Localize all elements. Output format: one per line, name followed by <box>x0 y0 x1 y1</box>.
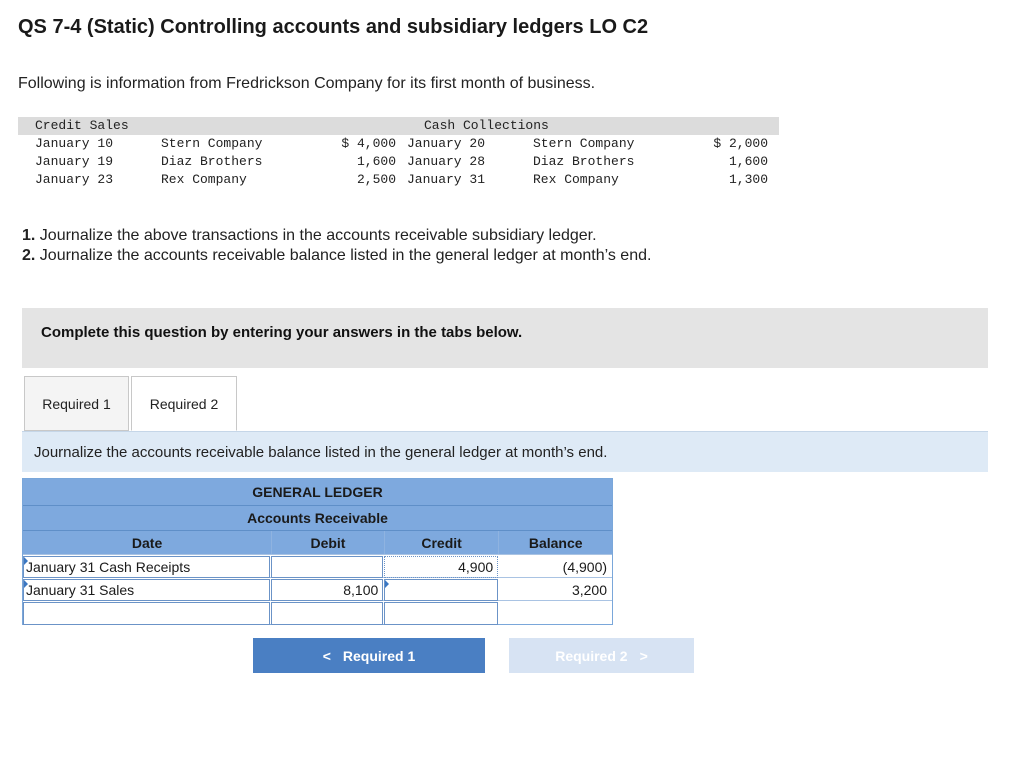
intro-text: Following is information from Fredrickson Company for its first month of business. <box>18 75 596 92</box>
instructions <box>22 226 651 266</box>
tab-required-2[interactable]: Required 2 <box>131 376 237 431</box>
collection-date: January 28 <box>407 154 486 169</box>
entry-marker-icon <box>24 580 28 588</box>
credit-input[interactable] <box>384 556 498 578</box>
transaction-info-table <box>18 117 779 189</box>
date-value: January 31 Sales <box>26 582 135 598</box>
sale-company: Diaz Brothers <box>161 154 263 169</box>
collection-company: Diaz Brothers <box>533 154 635 169</box>
collection-amount: $ 2,000 <box>713 136 768 151</box>
debit-input[interactable] <box>271 556 383 578</box>
credit-input[interactable] <box>384 602 498 625</box>
sale-company: Rex Company <box>161 172 247 187</box>
ledger-row <box>23 554 612 577</box>
next-required-button[interactable] <box>509 638 694 673</box>
instruction-number: 1. <box>22 227 36 244</box>
sale-company: Stern Company <box>161 136 263 151</box>
balance-value <box>499 602 611 625</box>
chevron-left-icon: < <box>322 647 331 664</box>
general-ledger-table <box>22 478 613 625</box>
sale-amount: $ 4,000 <box>341 136 396 151</box>
collection-date: January 31 <box>407 172 486 187</box>
collection-amount: 1,300 <box>728 172 768 187</box>
info-row <box>18 135 779 153</box>
cash-collections-header: Cash Collections <box>424 118 549 133</box>
debit-column-header: Debit <box>272 531 385 554</box>
collection-company: Rex Company <box>533 172 619 187</box>
info-row <box>18 153 779 171</box>
instruction-item-2 <box>22 246 651 266</box>
credit-input[interactable] <box>384 579 498 601</box>
complete-prompt-box <box>22 308 988 368</box>
collection-date: January 20 <box>407 136 486 151</box>
balance-column-header: Balance <box>528 534 583 551</box>
info-header <box>18 117 779 135</box>
credit-column-header: Credit <box>385 531 500 554</box>
instruction-text: Journalize the above transactions in the accounts receivable subsidiary ledger. <box>35 227 597 244</box>
credit-sales-header: Credit Sales <box>35 118 129 133</box>
date-column-header: Date <box>23 531 272 554</box>
balance-value: 3,200 <box>571 582 608 598</box>
entry-marker-icon <box>385 580 389 588</box>
credit-value: 4,900 <box>458 559 494 575</box>
sale-date: January 19 <box>35 154 114 169</box>
sale-date: January 23 <box>35 172 114 187</box>
requirement-banner <box>22 431 988 472</box>
instruction-text: Journalize the accounts receivable balance listed in the general ledger at month’s end. <box>35 247 652 264</box>
ledger-title: GENERAL LEDGER <box>23 479 612 506</box>
ledger-account-name: Accounts Receivable <box>23 506 612 531</box>
instruction-item-1 <box>22 226 651 246</box>
prev-required-button[interactable] <box>253 638 485 673</box>
sale-date: January 10 <box>35 136 114 151</box>
debit-input[interactable] <box>271 579 383 601</box>
debit-value: 8,100 <box>343 582 379 598</box>
prev-button-label: Required 1 <box>342 647 416 664</box>
next-button-label: Required 2 <box>555 647 628 664</box>
info-row <box>18 171 779 189</box>
chevron-right-icon: > <box>639 647 648 664</box>
instruction-number: 2. <box>22 247 36 264</box>
ledger-row <box>23 600 612 624</box>
date-input[interactable] <box>23 556 270 578</box>
page-title: QS 7-4 (Static) Controlling accounts and subsidiary ledgers LO C2 <box>18 16 649 38</box>
sale-amount: 2,500 <box>356 172 396 187</box>
sale-amount: 1,600 <box>356 154 396 169</box>
debit-input[interactable] <box>271 602 383 625</box>
collection-company: Stern Company <box>533 136 635 151</box>
date-input[interactable] <box>23 602 270 625</box>
ledger-column-header <box>23 531 612 554</box>
date-input[interactable] <box>23 579 270 601</box>
ledger-row <box>23 577 612 600</box>
date-value: January 31 Cash Receipts <box>26 559 191 575</box>
collection-amount: 1,600 <box>728 154 768 169</box>
requirement-text: Journalize the accounts receivable balance listed in the general ledger at month’s end. <box>34 444 608 461</box>
tab-required-1[interactable]: Required 1 <box>24 376 129 431</box>
balance-value: (4,900) <box>562 559 608 575</box>
complete-prompt: Complete this question by entering your answers in the tabs below. <box>41 324 523 341</box>
entry-marker-icon <box>24 557 28 565</box>
